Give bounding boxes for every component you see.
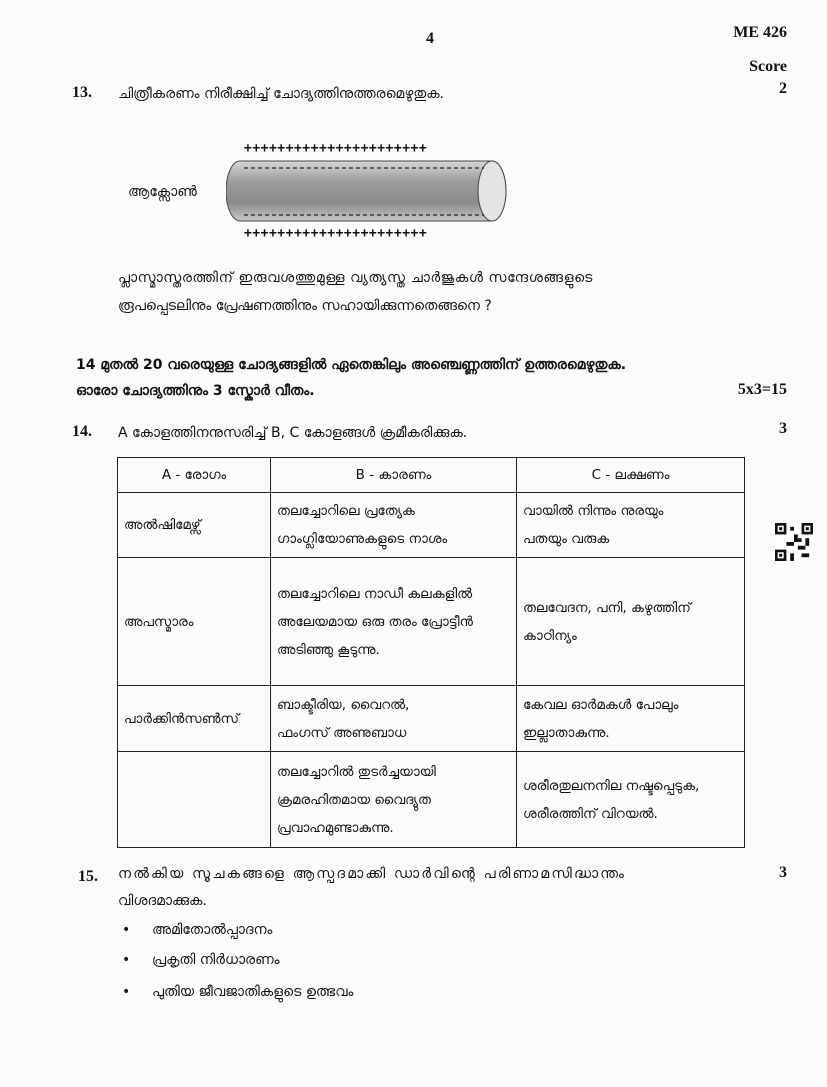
- table-row: [118, 752, 745, 848]
- q13-number: 13.: [72, 84, 92, 101]
- list-item: [122, 952, 280, 968]
- q13-question-line2: രൂപപ്പെടലിനും പ്രേഷണത്തിനും സഹായിക്കുന്നതെങ്ങനെ ?: [118, 298, 492, 314]
- cause-cell: [271, 493, 517, 558]
- symptom-cell: [517, 558, 745, 686]
- table-row: [118, 558, 745, 686]
- cell-text: തലച്ചോറിലെ പ്രത്യേക: [277, 503, 415, 519]
- symptom-cell: [517, 686, 745, 752]
- q13-instruction: ചിത്രീകരണം നിരീക്ഷിച്ച് ചോദ്യത്തിനുത്തരമെഴുതുക.: [118, 86, 445, 102]
- cell-text: കാഠിന്യം: [523, 627, 577, 644]
- bullet-icon: •: [122, 922, 131, 938]
- bullet-text: അമിതോൽപ്പാദനം: [152, 922, 273, 938]
- cell-text: അൽഷിമേഴ്സ്: [124, 517, 201, 533]
- cell-text: തലവേദന, പനി, കഴുത്തിന്: [523, 599, 691, 616]
- q15-number: 15.: [78, 868, 98, 885]
- disease-cell: [118, 752, 271, 848]
- cell-text: പ്രവാഹമുണ്ടാകുന്നു.: [277, 819, 394, 836]
- cause-cell: [271, 686, 517, 752]
- score-column-label: Score: [749, 58, 787, 75]
- section-marks: 5x3=15: [737, 381, 787, 398]
- q15-score: 3: [779, 864, 787, 881]
- cell-text: ക്രമരഹിതമായ വൈദ്യുത: [277, 791, 431, 808]
- column-header-cause: B - കാരണം: [271, 458, 517, 493]
- cell-text: പാർക്കിൻസൺസ്: [124, 710, 240, 727]
- cell-text: ശരീരതുലനനില നഷ്ടപ്പെടുക,: [523, 777, 700, 794]
- section-instruction-line1: 14 മുതൽ 20 വരെയുള്ള ചോദ്യങ്ങളിൽ ഏതെങ്കിലും അഞ്ചെണ്ണത്തിന് ഉത്തരമെഴുതുക.: [76, 357, 627, 373]
- q14-score: 3: [779, 420, 787, 437]
- symptom-cell: [517, 752, 745, 848]
- cell-text: തലച്ചോറിൽ തുടർച്ചയായി: [277, 763, 436, 780]
- list-item: [122, 922, 272, 938]
- disease-matching-table: [117, 457, 745, 848]
- symptom-cell: [517, 493, 745, 558]
- q14-instruction: A കോളത്തിനനുസരിച്ച് B, C കോളങ്ങൾ ക്രമീകരിക്കുക.: [118, 425, 468, 441]
- q15-instruction-line1: നൽകിയ സൂചകങ്ങളെ ആസ്പദമാക്കി ഡാർവിന്റെ പരിണാമസിദ്ധാന്തം: [118, 866, 627, 882]
- bullet-icon: •: [122, 952, 131, 968]
- disease-cell: [118, 686, 271, 752]
- cell-text: ഫംഗസ് അണുബാധ: [277, 724, 407, 741]
- qr-code-icon: [775, 523, 813, 561]
- section-instruction-line2: ഓരോ ചോദ്യത്തിനും 3 സ്കോർ വീതം.: [76, 383, 315, 399]
- cell-text: ബാക്ടീരിയ, വൈറൽ,: [277, 696, 410, 713]
- axon-positive-charges-bottom: ++++++++++++++++++++++: [244, 226, 428, 241]
- table-row: [118, 493, 745, 558]
- q13-question-line1: പ്ലാസ്മാസ്തരത്തിന് ഇരുവശത്തുമുള്ള വ്യത്യസ്ത ചാർജുകൾ സന്ദേശങ്ങളുടെ: [118, 270, 594, 286]
- axon-diagram: [226, 155, 516, 227]
- axon-label: ആക്സോൺ: [128, 184, 197, 200]
- cell-text: തലച്ചോറിലെ നാഡീ കലകളിൽ: [277, 585, 473, 602]
- q15-instruction-line2: വിശദമാക്കുക.: [118, 893, 207, 909]
- paper-code: ME 426: [733, 24, 787, 41]
- page-number: 4: [426, 30, 434, 47]
- cell-text: അടിഞ്ഞു കൂടുന്നു.: [277, 641, 380, 658]
- cell-text: അപസ്മാരം: [124, 613, 194, 630]
- column-header-symptom: C - ലക്ഷണം: [517, 458, 745, 493]
- q14-number: 14.: [72, 423, 92, 440]
- cell-text: ഗാംഗ്ലിയോണുകളുടെ നാശം: [277, 531, 448, 547]
- cell-text: ശരീരത്തിന് വിറയൽ.: [523, 805, 658, 822]
- disease-cell: [118, 558, 271, 686]
- cause-cell: [271, 558, 517, 686]
- cell-text: വായിൽ നിന്നും നുരയും: [523, 503, 664, 519]
- bullet-icon: •: [122, 984, 131, 1000]
- bullet-text: പ്രകൃതി നിർധാരണം: [152, 952, 280, 968]
- cell-text: ഇല്ലാതാകുന്നു.: [523, 724, 610, 741]
- cell-text: അലേയമായ ഒരു തരം പ്രോട്ടീൻ: [277, 613, 473, 630]
- cell-text: പതയും വരുക: [523, 531, 610, 547]
- axon-positive-charges-top: ++++++++++++++++++++++: [244, 141, 428, 156]
- column-header-disease: A - രോഗം: [118, 458, 271, 493]
- bullet-text: പുതിയ ജീവജാതികളുടെ ഉത്ഭവം: [152, 984, 354, 1000]
- table-header-row: [118, 458, 745, 493]
- disease-cell: [118, 493, 271, 558]
- q13-score: 2: [779, 80, 787, 97]
- table-row: [118, 686, 745, 752]
- cell-text: കേവല ഓർമകൾ പോലും: [523, 696, 679, 713]
- list-item: [122, 984, 353, 1000]
- cause-cell: [271, 752, 517, 848]
